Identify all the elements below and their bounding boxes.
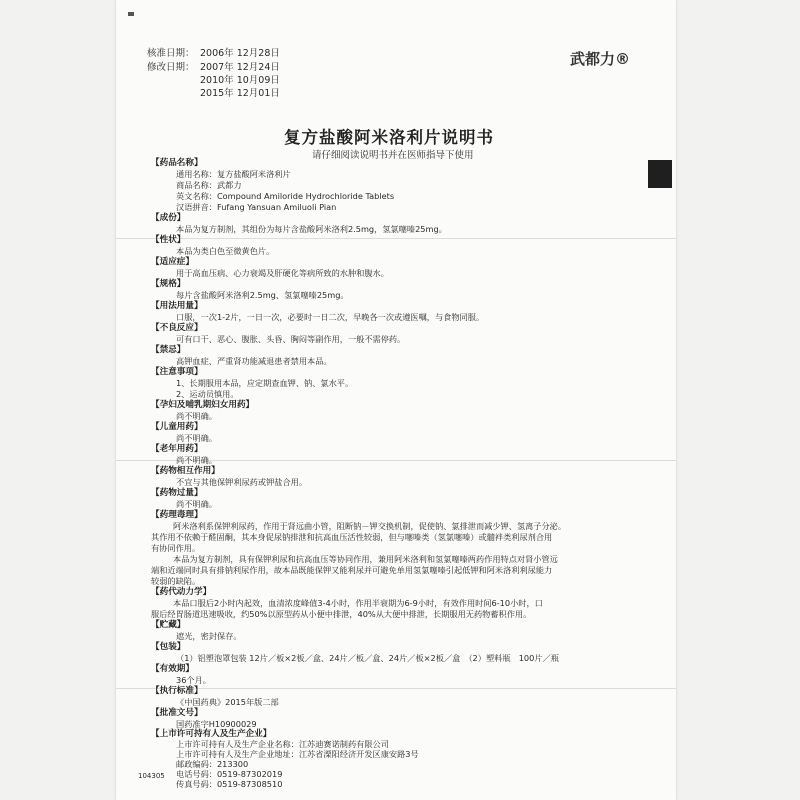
approve-label: 核准日期： [147,48,195,59]
section-heading-holder: 【上市许可持有人及生产企业】 [151,729,272,739]
indications-text: 用于高血压病、心力衰竭及肝硬化等病所致的水肿和腹水。 [176,268,389,278]
english-name: 英文名称：Compound Amiloride Hydrochloride Tablets [176,191,395,201]
section-heading-overdose: 【药物过量】 [151,488,203,498]
section-heading-children: 【儿童用药】 [151,422,203,432]
section-heading-adverse: 【不良反应】 [151,323,203,333]
section-heading-composition: 【成份】 [151,213,186,223]
package-text: （1）铝塑泡罩包装 12片／板×2板／盒、24片／板／盒、24片／板×2板／盒 （2）塑料瓶 100片／瓶 [176,653,559,663]
holder-address: 上市许可持有人及生产企业地址：江苏省溧阳经济开发区康安路3号 [176,749,419,759]
pharmacokinetics-line: 服后经胃肠道迅速吸收，约50%以原型药从小便中排泄，40%从大便中排泄，长期服用无药物蓄积作用。 [151,609,532,619]
scan-mark [128,12,134,16]
contraindications-text: 高钾血症、严重肾功能减退患者禁用本品。 [176,356,332,366]
pharmacokinetics-line: 本品口服后2小时内起效，血清浓度峰值3-4小时，作用半衰期为6-9小时，有效作用时间6-10小时，口 [173,598,543,608]
section-heading-pregnancy: 【孕妇及哺乳期妇女用药】 [151,400,255,410]
modify-date: 2010年 10月09日 [200,75,280,86]
fold-line [116,238,676,239]
validity-text: 36个月。 [176,675,211,685]
pharmacology-line: 其作用不依赖于醛固酮，其本身促尿钠排泄和抗高血压活性较弱，但与噻嗪类（氢氯噻嗪）或髓袢类利尿剂合用 [151,532,553,542]
section-heading-drug-name: 【药品名称】 [151,158,203,168]
section-heading-approval: 【批准文号】 [151,708,203,718]
section-heading-contraindications: 【禁忌】 [151,345,186,355]
overdose-text: 尚不明确。 [176,499,217,509]
section-heading-storage: 【贮藏】 [151,620,186,630]
holder-phone: 电话号码：0519-87302019 [176,769,283,779]
generic-name: 通用名称：复方盐酸阿米洛利片 [176,169,291,179]
print-code: 104305 [138,772,165,780]
pharmacology-line: 阿米洛利系保钾利尿药，作用于肾远曲小管，阻断钠－钾交换机制，促使钠、氯排泄而减少钾、氢离子分泌。 [173,521,567,531]
document-subtitle: 请仔细阅读说明书并在医师指导下使用 [312,150,474,161]
pharmacology-line: 本品为复方制剂，具有保钾利尿和抗高血压等协同作用，兼用阿米洛利和氢氯噻嗪两药作用特点对肾小管远 [173,554,558,564]
section-heading-precautions: 【注意事项】 [151,367,203,377]
storage-text: 遮光，密封保存。 [176,631,242,641]
pharmacology-line: 有协同作用。 [151,543,201,553]
section-heading-pharmacokinetics: 【药代动力学】 [151,587,212,597]
section-heading-interactions: 【药物相互作用】 [151,466,220,476]
holder-name: 上市许可持有人及生产企业名称：江苏迪赛诺制药有限公司 [176,739,389,749]
modify-label: 修改日期： [147,62,195,73]
section-heading-character: 【性状】 [151,235,186,245]
approve-date: 2006年 12月28日 [200,48,280,59]
pharmacology-line: 端和近端同时具有排钠利尿作用，故本品既能保钾又能利尿并可避免单用氢氯噻嗪引起低钾和阿米洛利利尿能力 [151,565,553,575]
adverse-text: 可有口干、恶心、腹胀、头昏、胸闷等副作用，一般不需停药。 [176,334,406,344]
section-heading-pharmacology: 【药理毒理】 [151,510,203,520]
section-heading-indications: 【适应症】 [151,257,194,267]
section-heading-dosage: 【用法用量】 [151,301,203,311]
modify-date: 2007年 12月24日 [200,62,280,73]
precaution-item: 2、运动员慎用。 [176,389,239,399]
children-text: 尚不明确。 [176,433,217,443]
specification-text: 每片含盐酸阿米洛利2.5mg、氢氯噻嗪25mg。 [176,290,349,300]
brand-logo: 武都力® [570,50,631,68]
holder-fax: 传真号码：0519-87308510 [176,779,283,789]
elderly-text: 尚不明确。 [176,455,217,465]
section-heading-validity: 【有效期】 [151,664,194,674]
precaution-item: 1、长期服用本品，应定期查血钾、钠、氯水平。 [176,378,354,388]
black-tab-mark [648,160,672,188]
pinyin-name: 汉语拼音：Fufang Yansuan Amiluoli Pian [176,202,337,212]
dosage-text: 口服，一次1-2片，一日一次，必要时一日二次，早晚各一次或遵医嘱，与食物同服。 [176,312,485,322]
section-heading-specification: 【规格】 [151,279,186,289]
section-heading-elderly: 【老年用药】 [151,444,203,454]
section-heading-package: 【包装】 [151,642,186,652]
pharmacology-line: 较弱的缺陷。 [151,576,201,586]
character-text: 本品为类白色至微黄色片。 [176,246,275,256]
composition-text: 本品为复方制剂，其组份为每片含盐酸阿米洛利2.5mg，氢氯噻嗪25mg。 [176,224,447,234]
section-heading-standard: 【执行标准】 [151,686,203,696]
trade-name: 商品名称：武都力 [176,180,242,190]
modify-date: 2015年 12月01日 [200,88,280,99]
document-title: 复方盐酸阿米洛利片说明书 [284,128,494,147]
holder-postcode: 邮政编码：213300 [176,759,249,769]
standard-text: 《中国药典》2015年版二部 [176,697,279,707]
pregnancy-text: 尚不明确。 [176,411,217,421]
approval-number: 国药准字H10900029 [176,719,257,729]
interactions-text: 不宜与其他保钾利尿药或钾盐合用。 [176,477,308,487]
